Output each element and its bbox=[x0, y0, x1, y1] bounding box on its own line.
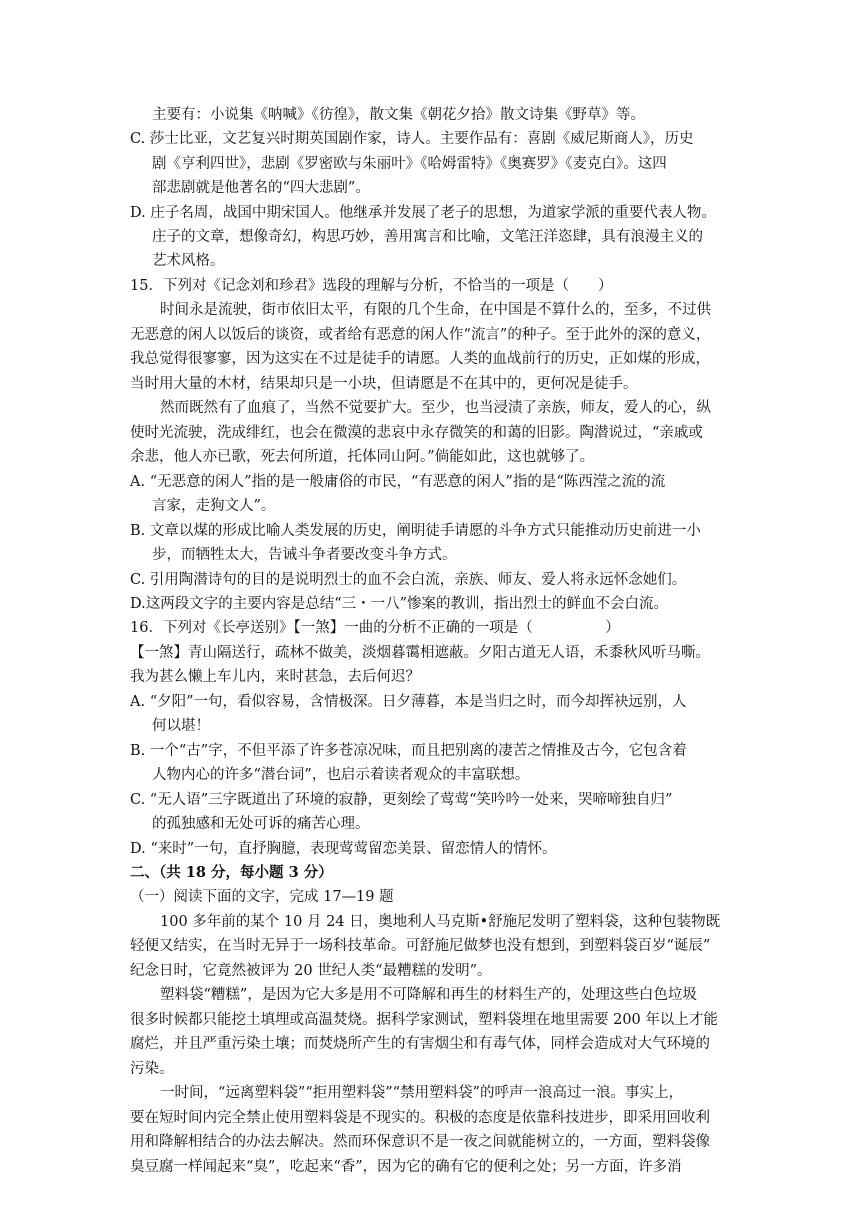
lyric-line: 我为甚么懒上车儿内，来时甚急，去后何迟？ bbox=[130, 669, 420, 685]
article-line: 要在短时间内完全禁止使用塑料袋是不现实的。积极的态度是依靠科技进步，即采用回收利 bbox=[130, 1110, 710, 1126]
article-line: 一时间，“远离塑料袋”“拒用塑料袋”“禁用塑料袋”的呼声一浪高过一浪。事实上， bbox=[160, 1085, 683, 1101]
passage-line: 余悲，他人亦已歌，死去何所道，托体同山阿。”倘能如此，这也就够了。 bbox=[130, 449, 595, 465]
option-b-line: B. 文章以煤的形成比喻人类发展的历史，阐明徒手请愿的斗争方式只能推动历史前进一小 bbox=[130, 523, 701, 539]
text-line: 艺术风格。 bbox=[152, 253, 225, 269]
lyric-line: 【一煞】青山隔送行，疏林不做美，淡烟暮霭相遮蔽。夕阳古道无人语，禾黍秋风听马嘶。 bbox=[130, 645, 710, 661]
option-a-line: A. “无恶意的闲人”指的是一般庸俗的市民，“有恶意的闲人”指的是“陈西滢之流的流 bbox=[130, 474, 666, 490]
text-line: 庄子的文章，想像奇幻，构思巧妙，善用寓言和比喻，文笔汪洋恣肆，具有浪漫主义的 bbox=[152, 229, 703, 245]
text-line: 人物内心的许多“潜台词”，也启示着读者观众的丰富联想。 bbox=[152, 767, 530, 783]
option-d-line: D. “来时”一句，直抒胸臆，表现莺莺留恋美景、留恋情人的情怀。 bbox=[130, 841, 557, 857]
passage-line: 我总觉得很寥寥，因为这实在不过是徒手的请愿。人类的血战前行的历史，正如煤的形成， bbox=[130, 351, 710, 367]
option-c-line: C. 引用陶潜诗句的目的是说明烈士的血不会白流，亲族、师友、爱人将永远怀念她们。 bbox=[130, 572, 687, 588]
text-line: 言家，走狗文人”。 bbox=[152, 498, 276, 514]
section-heading: 二、（共 18 分，每小题 3 分） bbox=[130, 864, 333, 881]
article-line: 污染。 bbox=[130, 1061, 174, 1077]
passage-line: 使时光流驶，洗成绯红，也会在微漠的悲哀中永存微笑的和蔼的旧影。陶潜说过，“亲戚或 bbox=[130, 425, 703, 441]
option-c-line: C. 莎士比亚，文艺复兴时期英国剧作家，诗人。主要作品有：喜剧《威尼斯商人》，历史 bbox=[130, 131, 694, 147]
text-line: 主要有：小说集《呐喊》《彷徨》，散文集《朝花夕拾》散文诗集《野草》等。 bbox=[152, 107, 645, 123]
article-line: 很多时候都只能挖土填埋或高温焚烧。据科学家测试，塑料袋埋在地里需要 200 年以上才能 bbox=[130, 1012, 718, 1028]
text-line: 部悲剧就是他著名的“四大悲剧”。 bbox=[152, 180, 370, 196]
article-line: 纪念日时，它竟然被评为 20 世纪人类“最糟糕的发明”。 bbox=[130, 963, 492, 979]
passage-line: 时间永是流驶，街市依旧太平，有限的几个生命，在中国是不算什么的，至多，不过供 bbox=[160, 302, 711, 318]
text-line: 的孤独感和无处可诉的痛苦心理。 bbox=[152, 816, 370, 832]
option-c-line: C. “无人语”三字既道出了环境的寂静，更刻绘了莺莺“笑吟吟一处来，哭啼啼独自归” bbox=[130, 792, 673, 808]
option-d-line: D.这两段文字的主要内容是总结“三・一八”惨案的教训，指出烈士的鲜血不会白流。 bbox=[130, 596, 669, 612]
article-line: 臭豆腐一样闻起来“臭”，吃起来“香”，因为它的确有它的便利之处；另一方面，许多消 bbox=[130, 1159, 682, 1175]
option-b-line: B. 一个“古”字，不但平添了许多苍凉况味，而且把别离的凄苦之情推及古今，它包含着 bbox=[130, 743, 687, 759]
article-line: 轻便又结实，在当时无异于一场科技革命。可舒施尼做梦也没有想到，到塑料袋百岁“诞辰” bbox=[130, 938, 711, 954]
question-15: 15．下列对《记念刘和珍君》选段的理解与分析，不恰当的一项是（ ） bbox=[130, 278, 613, 294]
text-line: 何以堪！ bbox=[152, 718, 210, 734]
article-line: 100 多年前的某个 10 月 24 日，奥地利人马克斯•舒施尼发明了塑料袋，这种包装物既 bbox=[160, 914, 721, 930]
passage-line: 然而既然有了血痕了，当然不觉要扩大。至少，也当浸渍了亲族，师友，爱人的心，纵 bbox=[160, 400, 711, 416]
question-16: 16．下列对《长亭送别》【一煞】一曲的分析不正确的一项是（ ） bbox=[130, 620, 620, 636]
option-a-line: A. “夕阳”一句，看似容易，含情极深。日夕薄暮，本是当归之时，而今却挥袂远别，人 bbox=[130, 694, 687, 710]
article-line: 腐烂，并且严重污染土壤；而焚烧所产生的有害烟尘和有毒气体，同样会造成对大气环境的 bbox=[130, 1036, 710, 1052]
passage-line: 无恶意的闲人以饭后的谈资，或者给有恶意的闲人作“流言”的种子。至于此外的深的意义， bbox=[130, 327, 711, 343]
passage-line: 当时用大量的木材，结果却只是一小块，但请愿是不在其中的，更何况是徒手。 bbox=[130, 376, 638, 392]
option-d-line: D. 庄子名周，战国中期宋国人。他继承并发展了老子的思想，为道家学派的重要代表人物。 bbox=[130, 205, 716, 221]
text-line: 步，而牺牲太大，告诫斗争者要改变斗争方式。 bbox=[152, 547, 457, 563]
article-line: 用和降解相结合的办法去解决。然而环保意识不是一夜之间就能树立的，一方面，塑料袋像 bbox=[130, 1134, 710, 1150]
reading-instruction: （一）阅读下面的文字，完成 17—19 题 bbox=[130, 889, 394, 905]
article-line: 塑料袋“糟糕”，是因为它大多是用不可降解和再生的材料生产的，处理这些白色垃圾 bbox=[160, 987, 697, 1003]
text-line: 剧《亨利四世》，悲剧《罗密欧与朱丽叶》《哈姆雷特》《奥赛罗》《麦克白》。这四 bbox=[152, 156, 667, 172]
